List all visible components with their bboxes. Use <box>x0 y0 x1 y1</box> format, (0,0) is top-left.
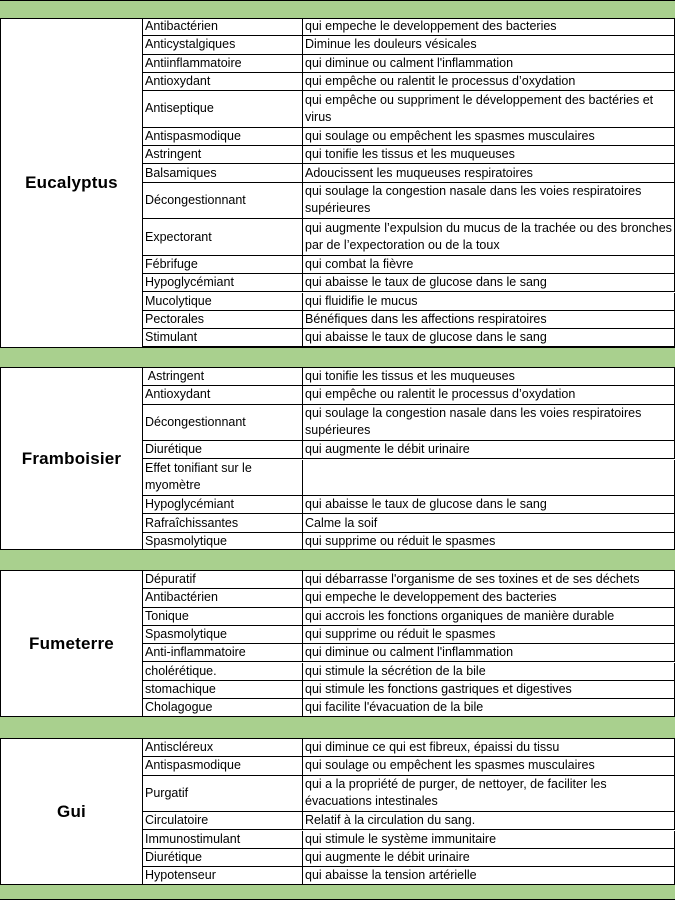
property-cell: Balsamiques <box>143 164 303 181</box>
description-cell: qui débarrasse l'organisme de ses toxines et de ses déchets <box>303 571 675 588</box>
property-cell: Antioxydant <box>143 73 303 90</box>
property-cell: Antiscléreux <box>143 739 303 756</box>
description-cell: qui facilite l'évacuation de la bile <box>303 699 675 716</box>
table-row <box>143 739 675 757</box>
table-row <box>143 757 675 775</box>
table-row <box>143 73 675 91</box>
plant-section-framboisier <box>0 368 675 550</box>
description-cell: Adoucissent les muqueuses respiratoires <box>303 164 675 181</box>
description-cell: qui augmente le débit urinaire <box>303 441 675 458</box>
table-row <box>143 386 675 404</box>
property-cell: Stimulant <box>143 329 303 346</box>
table-row <box>143 293 675 311</box>
plant-name: Fumeterre <box>0 571 143 717</box>
separator-band <box>0 884 675 900</box>
description-cell: qui stimule les fonctions gastriques et digestives <box>303 681 675 698</box>
property-cell: Purgatif <box>143 776 303 812</box>
property-cell: Décongestionnant <box>143 405 303 441</box>
property-cell: Antispasmodique <box>143 128 303 145</box>
table-row <box>143 441 675 459</box>
separator-band <box>0 716 675 739</box>
description-cell: qui diminue ou calment l'inflammation <box>303 55 675 72</box>
description-cell: qui abaisse le taux de glucose dans le sang <box>303 496 675 513</box>
property-cell: stomachique <box>143 681 303 698</box>
description-cell: Bénéfiques dans les affections respiratoires <box>303 311 675 328</box>
property-cell: Anticystalgiques <box>143 36 303 53</box>
description-cell: qui tonifie les tissus et les muqueuses <box>303 368 675 385</box>
property-cell: Antispasmodique <box>143 757 303 774</box>
description-cell: qui empêche ou ralentit le processus d’oxydation <box>303 386 675 403</box>
table-row <box>143 831 675 849</box>
property-cell: Hypoglycémiant <box>143 274 303 291</box>
property-cell: Antiseptique <box>143 91 303 127</box>
table-row <box>143 608 675 626</box>
table-row <box>143 644 675 662</box>
property-cell: Anti-inflammatoire <box>143 644 303 661</box>
property-cell: Pectorales <box>143 311 303 328</box>
property-cell: Effet tonifiant sur le myomètre <box>143 460 303 496</box>
property-cell: Astringent <box>143 368 303 385</box>
table-row <box>143 55 675 73</box>
description-cell: qui supprime ou réduit le spasmes <box>303 533 675 550</box>
table-row <box>143 368 675 386</box>
description-cell: qui augmente le débit urinaire <box>303 849 675 866</box>
table-row <box>143 589 675 607</box>
description-cell: qui diminue ou calment l'inflammation <box>303 644 675 661</box>
property-cell: Fébrifuge <box>143 256 303 273</box>
plant-name: Gui <box>0 739 143 885</box>
property-cell: Dépuratif <box>143 571 303 588</box>
description-cell: qui fluidifie le mucus <box>303 293 675 310</box>
separator-band <box>0 549 675 571</box>
property-cell: Tonique <box>143 608 303 625</box>
table-row <box>143 699 675 717</box>
table-row <box>143 514 675 532</box>
description-cell: qui empêche ou suppriment le développement des bactéries et virus <box>303 91 675 127</box>
description-cell: Diminue les douleurs vésicales <box>303 36 675 53</box>
property-cell: Astringent <box>143 146 303 163</box>
description-cell: Relatif à la circulation du sang. <box>303 812 675 829</box>
table-row <box>143 36 675 54</box>
description-cell: qui tonifie les tissus et les muqueuses <box>303 146 675 163</box>
description-cell: qui soulage la congestion nasale dans les voies respiratoires supérieures <box>303 405 675 441</box>
property-cell: Diurétique <box>143 849 303 866</box>
plant-section-fumeterre <box>0 571 675 717</box>
table-row <box>143 812 675 830</box>
property-cell: Antiinflammatoire <box>143 55 303 72</box>
separator-band <box>0 347 675 368</box>
property-cell: Diurétique <box>143 441 303 458</box>
description-cell: qui empêche ou ralentit le processus d’oxydation <box>303 73 675 90</box>
description-cell: qui soulage la congestion nasale dans les voies respiratoires supérieures <box>303 183 675 219</box>
description-cell: qui empeche le developpement des bacteries <box>303 589 675 606</box>
table-row <box>143 571 675 589</box>
table-row <box>143 626 675 644</box>
property-cell: cholérétique. <box>143 663 303 680</box>
table-row <box>143 18 675 36</box>
separator-band <box>0 0 675 19</box>
property-cell: Antibactérien <box>143 18 303 35</box>
table-row <box>143 146 675 164</box>
table-row <box>143 274 675 292</box>
table-row <box>143 128 675 146</box>
table-row <box>143 681 675 699</box>
description-cell: qui augmente l’expulsion du mucus de la trachée ou des bronches par de l’expectoration ou de la toux <box>303 219 675 255</box>
property-cell: Spasmolytique <box>143 626 303 643</box>
description-cell: Calme la soif <box>303 514 675 531</box>
description-cell: qui stimule la sécrétion de la bile <box>303 663 675 680</box>
description-cell: qui supprime ou réduit le spasmes <box>303 626 675 643</box>
property-cell: Rafraîchissantes <box>143 514 303 531</box>
property-cell: Décongestionnant <box>143 183 303 219</box>
table-row <box>143 329 675 347</box>
property-cell: Antibactérien <box>143 589 303 606</box>
table-row <box>143 776 675 813</box>
property-cell: Spasmolytique <box>143 533 303 550</box>
table-row <box>143 405 675 442</box>
property-cell: Hypotenseur <box>143 867 303 884</box>
property-cell: Circulatoire <box>143 812 303 829</box>
table-row <box>143 164 675 182</box>
description-cell: qui abaisse le taux de glucose dans le sang <box>303 329 675 346</box>
table-row <box>143 219 675 256</box>
table-row <box>143 867 675 885</box>
plant-name: Framboisier <box>0 368 143 550</box>
description-cell: qui abaisse le taux de glucose dans le sang <box>303 274 675 291</box>
table-row <box>143 91 675 128</box>
description-cell: qui stimule le système immunitaire <box>303 831 675 848</box>
description-cell: qui diminue ce qui est fibreux, épaissi du tissu <box>303 739 675 756</box>
property-cell: Mucolytique <box>143 293 303 310</box>
property-cell: Expectorant <box>143 219 303 255</box>
description-cell: qui a la propriété de purger, de nettoyer, de faciliter les évacuations intestinales <box>303 776 675 812</box>
property-cell: Antioxydant <box>143 386 303 403</box>
plant-section-gui <box>0 739 675 885</box>
plant-name: Eucalyptus <box>0 18 143 348</box>
table-row <box>143 496 675 514</box>
description-cell: qui soulage ou empêchent les spasmes musculaires <box>303 757 675 774</box>
description-cell: qui empeche le developpement des bacteries <box>303 18 675 35</box>
property-cell: Cholagogue <box>143 699 303 716</box>
table-row <box>143 460 675 497</box>
table-row <box>143 663 675 681</box>
description-cell: qui combat la fièvre <box>303 256 675 273</box>
description-cell: qui abaisse la tension artérielle <box>303 867 675 884</box>
table-row <box>143 256 675 274</box>
table-row <box>143 849 675 867</box>
property-cell: Hypoglycémiant <box>143 496 303 513</box>
table-row <box>143 311 675 329</box>
description-cell: qui accrois les fonctions organiques de manière durable <box>303 608 675 625</box>
description-cell <box>303 460 675 496</box>
property-cell: Immunostimulant <box>143 831 303 848</box>
table-row <box>143 183 675 220</box>
description-cell: qui soulage ou empêchent les spasmes musculaires <box>303 128 675 145</box>
plant-section-eucalyptus <box>0 18 675 348</box>
